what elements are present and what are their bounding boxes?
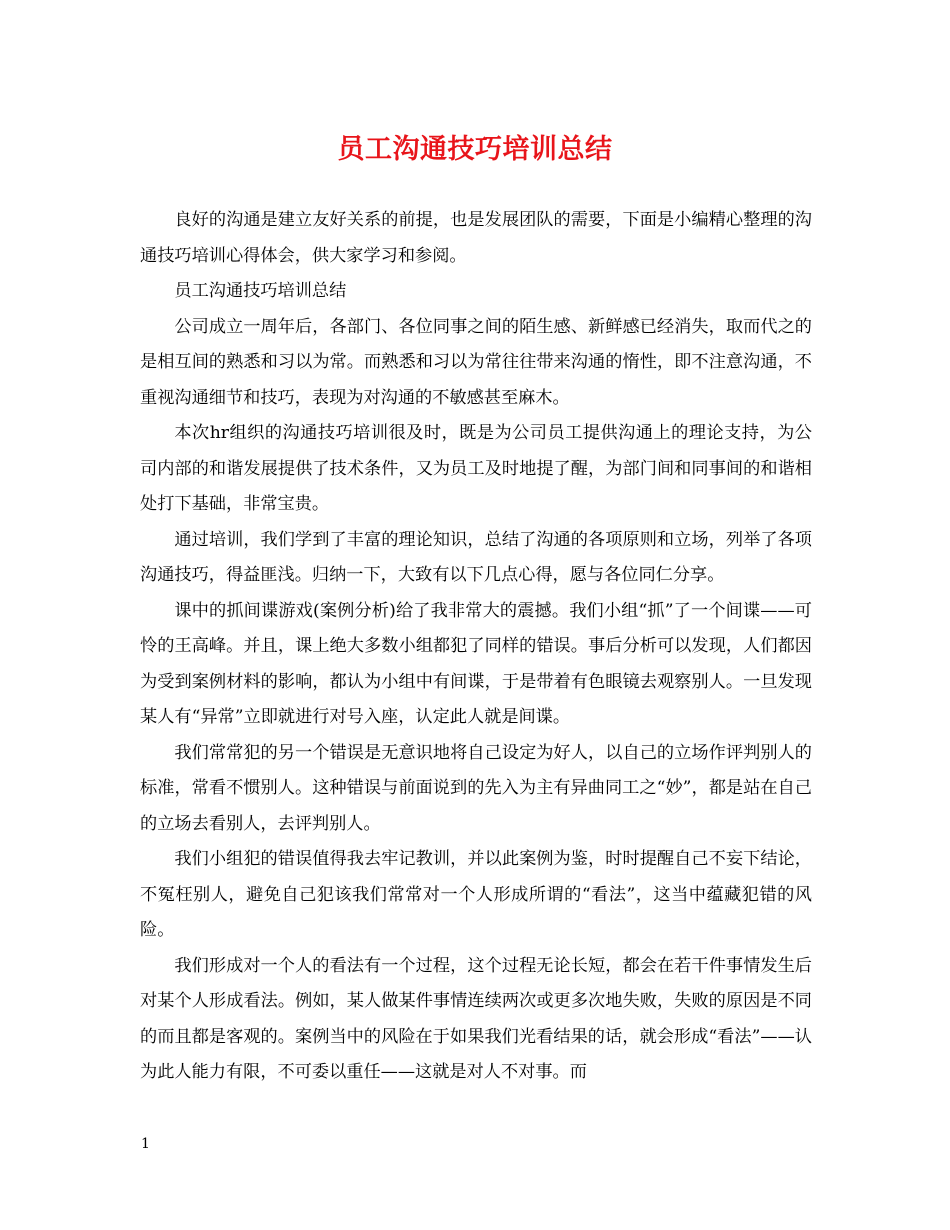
paragraph-hr-training: 本次hr组织的沟通技巧培训很及时，既是为公司员工提供沟通上的理论支持，为公司内部的和谐发展提供了技术条件，又为员工及时地提了醒，为部门间和同事间的和谐相处打下基础，非常宝贵。 xyxy=(140,423,812,514)
paragraph-company-anniversary: 公司成立一周年后，各部门、各位同事之间的陌生感、新鲜感已经消失，取而代之的是相互间的熟悉和习以为常。而熟悉和习以为常往往带来沟通的惰性，即不注意沟通，不重视沟通细节和技巧，表现为对沟通的不敏感甚至麻木。 xyxy=(140,316,812,408)
paragraph-subtitle: 员工沟通技巧培训总结 xyxy=(174,281,347,301)
paragraph-spy-game: 课中的抓间谍游戏(案例分析)给了我非常大的震撼。我们小组“抓”了一个间谍——可怜的王高峰。并且，课上绝大多数小组都犯了同样的错误。事后分析可以发现，人们都因为受到案例材料的影响，都认为小组中有间谍，于是带着有色眼镜去观察别人。一旦发现某人有“异常”立即就进行对号入座，认定此人就是间谍。 xyxy=(140,600,812,727)
paragraph-lesson: 我们小组犯的错误值得我去牢记教训，并以此案例为鉴，时时提醒自己不妄下结论，不冤枉别人，避免自己犯该我们常常对一个人形成所谓的“看法”，这当中蕴藏犯错的风险。 xyxy=(140,849,812,940)
paragraph-intro: 良好的沟通是建立友好关系的前提，也是发展团队的需要，下面是小编精心整理的沟通技巧培训心得体会，供大家学习和参阅。 xyxy=(140,210,812,266)
document-title: 员工沟通技巧培训总结 xyxy=(337,134,613,165)
paragraph-learning-summary: 通过培训，我们学到了丰富的理论知识，总结了沟通的各项原则和立场，列举了各项沟通技巧，得益匪浅。归纳一下，大致有以下几点心得，愿与各位同仁分享。 xyxy=(140,529,812,585)
document-body xyxy=(140,203,812,1091)
paragraph-forming-opinions: 我们形成对一个人的看法有一个过程，这个过程无论长短，都会在若干件事情发生后对某个人形成看法。例如，某人做某件事情连续两次或更多次地失败，失败的原因是不同的而且都是客观的。案例当中的风险在于如果我们光看结果的话，就会形成“看法”——认为此人能力有限，不可委以重任——这就是对人不对事。而 xyxy=(140,955,812,1082)
paragraph-common-mistake: 我们常常犯的另一个错误是无意识地将自己设定为好人，以自己的立场作评判别人的标准，常看不惯别人。这种错误与前面说到的先入为主有异曲同工之“妙”，都是站在自己的立场去看别人，去评判别人。 xyxy=(140,742,812,834)
page-number: 1 xyxy=(141,1136,150,1152)
